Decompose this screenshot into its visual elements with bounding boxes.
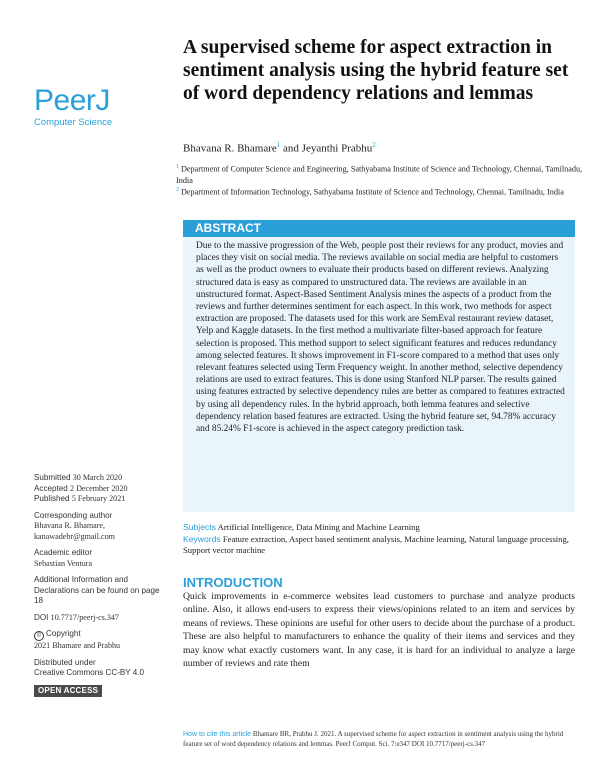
- introduction-heading: INTRODUCTION: [183, 575, 283, 590]
- published-date: 5 February 2021: [71, 494, 126, 503]
- author-affil-marker: 1: [276, 141, 281, 149]
- dates-group: [34, 473, 169, 505]
- submitted-date: 30 March 2020: [72, 473, 123, 482]
- affiliation-text: Department of Information Technology, Sathyabama Institute of Science and Technology, Chennai, Tamilnadu, India: [181, 187, 564, 197]
- abstract-heading: ABSTRACT: [195, 221, 261, 235]
- license-label: Distributed under: [34, 657, 96, 667]
- accepted-label: Accepted: [34, 483, 68, 493]
- accepted-date: 2 December 2020: [70, 483, 128, 493]
- citation-text: Bhamare BR, Prabhu J. 2021. A supervised scheme for aspect extraction in sentiment analysis using the hybrid feature set of word dependency relations and lemmas. PeerJ Comput. Sci. 7:e347 DOI 10.7717/peerj-cs.347: [183, 730, 564, 748]
- doi-line: [34, 613, 169, 624]
- corresponding-author-group: [34, 511, 169, 543]
- affiliation-number: 2: [176, 187, 179, 193]
- license-link[interactable]: Creative Commons CC-BY 4.0: [34, 668, 145, 677]
- accepted-line: [34, 484, 169, 495]
- corresponding-author-label: Corresponding author: [34, 510, 113, 520]
- doi-label: DOI: [34, 612, 49, 622]
- published-label: Published: [34, 494, 70, 503]
- affiliation: [176, 162, 586, 186]
- doi-link[interactable]: 10.7717/peerj-cs.347: [50, 612, 119, 622]
- academic-editor-group: [34, 548, 169, 569]
- subjects-text[interactable]: Artificial Intelligence, Data Mining and Machine Learning: [217, 522, 420, 532]
- published-line: [34, 494, 169, 505]
- author-name[interactable]: Bhavana R. Bhamare: [183, 142, 277, 155]
- logo-wordmark: PeerJ: [34, 84, 110, 117]
- copyright-holders: 2021 Bhamare and Prabhu: [34, 641, 121, 650]
- subjects-keywords: [183, 522, 575, 557]
- citation-label: How to cite this article: [183, 731, 252, 738]
- affiliation-text: Department of Computer Science and Engineering, Sathyabama Institute of Science and Technology, Chennai, Tamilnadu, India: [176, 164, 583, 185]
- open-access-badge-wrap: [34, 685, 169, 698]
- affiliation: [176, 185, 586, 198]
- keywords-text: Feature extraction, Aspect based sentiment analysis, Machine learning, Natural language processing, Support vector machine: [183, 533, 569, 555]
- submitted-label: Submitted: [34, 473, 71, 482]
- subjects-label: Subjects: [183, 522, 216, 532]
- keywords-line: [183, 534, 575, 557]
- corresponding-author-name: Bhavana R. Bhamare,: [34, 521, 106, 530]
- introduction-text: Quick improvements in e-commerce websites lead customers to purchase and analyze products online. Also, it allows end-users to express their views/opinions related to an item and services by means of reviews. These opinions are useful for other users to decide about the purchase of a product. These are also helpful to manufacturers to enhance the quality of their items and services and they may know what exactly customers want. In any case, it is hard for an individual to analyze a large number of reviews and rate them: [183, 591, 575, 670]
- author-name[interactable]: Jeyanthi Prabhu: [301, 142, 373, 155]
- journal-logo: [34, 86, 144, 128]
- author-list: [183, 141, 376, 155]
- logo-subtitle: Computer Science: [34, 117, 113, 128]
- copyright-label: Copyright: [46, 629, 81, 638]
- citation-footer: [183, 730, 575, 749]
- copyright-group: [34, 629, 169, 652]
- author-affil-marker: 2: [372, 141, 376, 149]
- copyright-icon: ©: [34, 631, 44, 641]
- abstract-text: Due to the massive progression of the Web, people post their reviews for any product, movies and places they visit on social media. The reviews available on social media are helpful to customers as well as the product owners to evaluate their products based on different reviews. Analyzing structured data is easy as compared to unstructured data. The reviews are available in an unstructured format. Aspect-Based Sentiment Analysis mines the aspects of a product from the reviews and further determines sentiment for each aspect. In this work, two methods for aspect extraction are proposed. The datasets used for this work are SemEval restaurant review dataset, Yelp and Kaggle datasets. In the first method a multivariate filter-based approach for feature selection is proposed. This method support to select significant features and reduces redundancy among selected features. It shows improvement in F1-score compared to a method that uses only relevant features selected using Term Frequency weight. In another method, selective dependency relations are used to extract features. This is done using Stanford NLP parser. The results gained using features extracted by selective dependency rules are better as compared to features extracted by using all dependency rules. In the hybrid approach, both lemma features and selective dependency relation based features are extracted. Using the hybrid feature set, 94.78% accuracy and 85.24% F1-score is achieved in the aspect category prediction task.: [196, 241, 565, 435]
- corresponding-author-email[interactable]: kanawadebr@gmail.com: [34, 531, 115, 541]
- submitted-line: [34, 473, 169, 484]
- subjects-line: [183, 522, 575, 534]
- abstract-heading-bar: [183, 220, 575, 237]
- keywords-label: Keywords: [183, 533, 221, 544]
- copyright-line: [34, 629, 169, 641]
- open-access-badge: OPEN ACCESS: [34, 685, 102, 698]
- article-metadata: [34, 473, 169, 697]
- article-title: A supervised scheme for aspect extraction in sentiment analysis using the hybrid feature set of word dependency relations and lemmas: [183, 37, 569, 104]
- author-separator: and: [280, 142, 302, 155]
- academic-editor-label: Academic editor: [34, 548, 93, 557]
- license-group: [34, 658, 169, 679]
- affiliation-number: 1: [176, 164, 179, 170]
- additional-info-link[interactable]: Additional Information and Declarations can be found on page 18: [34, 575, 160, 605]
- academic-editor-name: Sebastian Ventura: [34, 558, 93, 568]
